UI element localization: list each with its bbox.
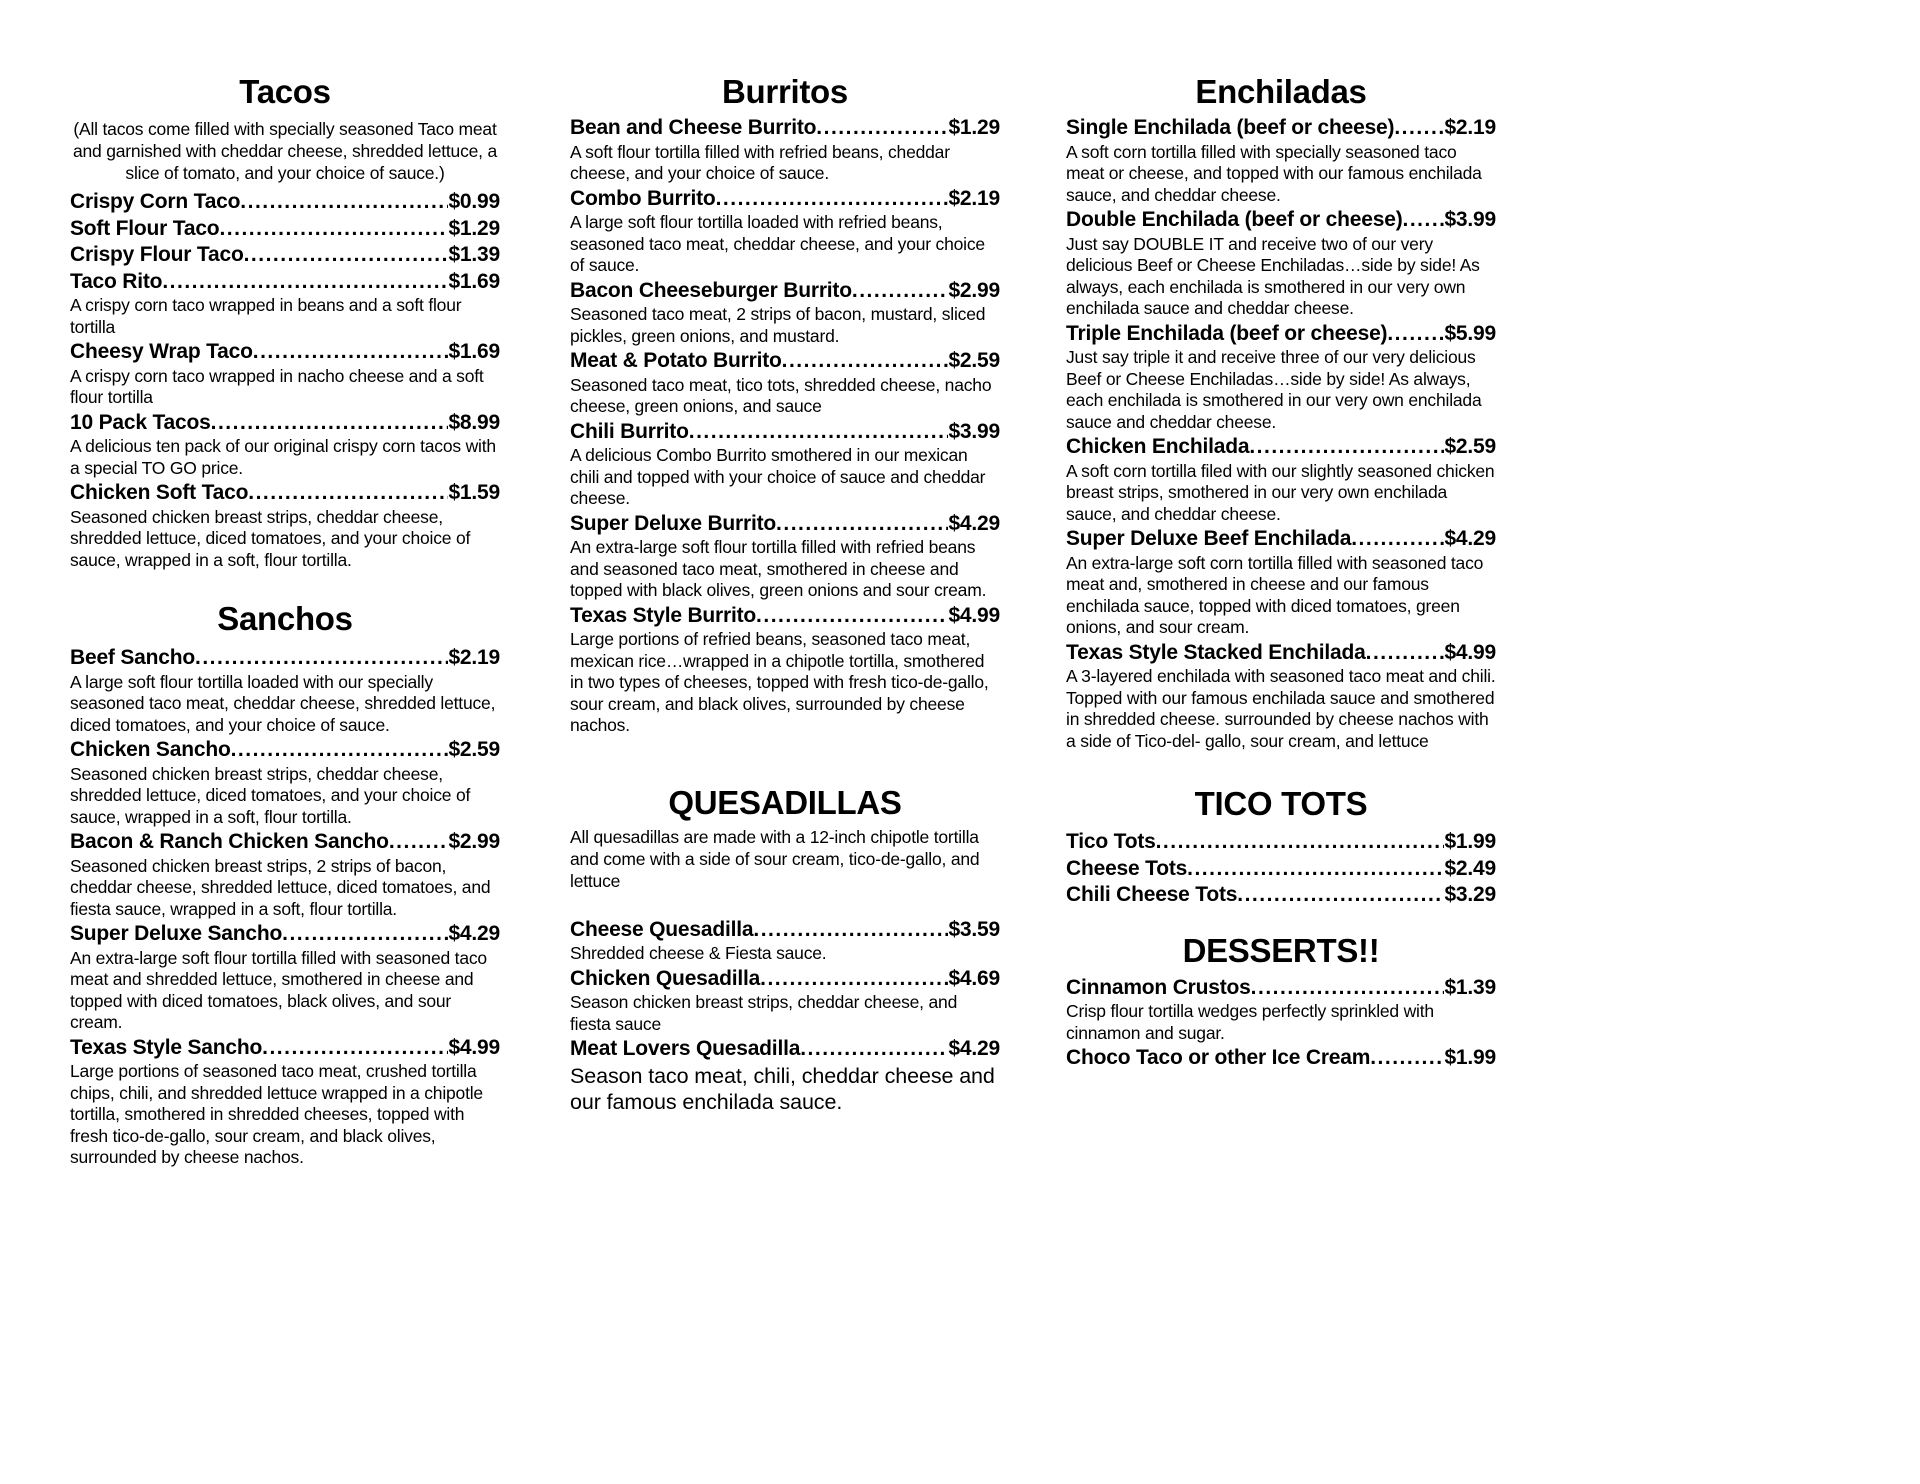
menu-item (70, 269, 500, 296)
item-description: An extra-large soft corn tortilla filled with seasoned taco meat and, smothered in cheese and our famous enchilada sauce, topped with diced tomatoes, green onions, and sour cream. (1066, 552, 1484, 637)
item-name: Chili Cheese Tots (1066, 883, 1238, 906)
menu-item (70, 189, 500, 216)
item-name: Triple Enchilada (beef or cheese) (1066, 321, 1388, 345)
menu-item (70, 216, 500, 243)
dot-leader (852, 278, 949, 305)
item-description: Season chicken breast strips, cheddar cheese, and fiesta sauce (570, 992, 958, 1034)
item-name: Crispy Flour Taco (70, 243, 244, 266)
menu-item (570, 348, 1000, 375)
item-price: $4.29 (948, 1037, 1000, 1060)
dot-leader (244, 242, 449, 269)
section-tacos (70, 72, 500, 571)
item-price: $1.39 (448, 243, 500, 266)
item-price: $3.99 (1444, 208, 1496, 231)
item-name: Double Enchilada (beef or cheese) (1066, 208, 1403, 231)
item-name: Chicken Enchilada (1066, 435, 1250, 458)
item-price: $1.69 (448, 340, 500, 363)
menu-item (70, 410, 500, 437)
dot-leader (162, 269, 448, 296)
item-description: A delicious Combo Burrito smothered in our mexican chili and topped with your choice of sauce and cheddar cheese. (570, 445, 986, 508)
item-name: 10 Pack Tacos (70, 410, 211, 434)
menu-item (70, 242, 500, 269)
item-description: Seasoned chicken breast strips, 2 strips of bacon, cheddar cheese, shredded lettuce, diced tomatoes, and fiesta sauce, wrapped in a soft, flour tortilla. (70, 855, 491, 919)
item-price: $1.99 (1444, 830, 1496, 853)
item-description: A soft corn tortilla filed with our slightly seasoned chicken breast strips, smothered in our very own enchilada sauce, and cheddar cheese. (1066, 460, 1495, 524)
dot-leader (195, 645, 448, 672)
item-name: Combo Burrito (570, 186, 716, 210)
item-name: Bacon & Ranch Chicken Sancho (70, 830, 389, 853)
item-price: $1.39 (1444, 975, 1496, 999)
item-name: Meat Lovers Quesadilla (570, 1037, 801, 1060)
menu-item (1066, 882, 1496, 909)
menu-item (1066, 975, 1496, 1002)
item-name: Choco Taco or other Ice Cream (1066, 1046, 1371, 1069)
dot-leader (782, 348, 949, 375)
dot-leader (816, 115, 948, 142)
dot-leader (1249, 434, 1444, 461)
dot-leader (262, 1035, 448, 1062)
item-price: $4.69 (948, 966, 1000, 990)
menu-item (1066, 1045, 1496, 1072)
item-price: $2.59 (948, 349, 1000, 372)
menu-item (570, 917, 1000, 944)
item-description: A crispy corn taco wrapped in beans and a soft flour tortilla (70, 295, 462, 337)
menu-column-right (1066, 72, 1496, 1072)
menu-item (1066, 829, 1496, 856)
section-desserts (1066, 931, 1496, 1072)
item-name: Cheesy Wrap Taco (70, 340, 253, 363)
dot-leader (1366, 640, 1445, 667)
section-heading: Sanchos (217, 600, 353, 637)
item-name: Super Deluxe Burrito (570, 511, 777, 535)
section-heading: QUESADILLAS (668, 783, 902, 821)
menu-item (570, 511, 1000, 538)
item-description: Seasoned chicken breast strips, cheddar cheese, shredded lettuce, diced tomatoes, and your choice of sauce, wrapped in a soft, flour tortilla. (70, 506, 471, 570)
item-price: $4.29 (448, 922, 500, 945)
dot-leader (1370, 1045, 1444, 1072)
item-name: Bacon Cheeseburger Burrito (570, 278, 852, 302)
item-price: $2.99 (948, 278, 1000, 302)
item-description: An extra-large soft flour tortilla filled with seasoned taco meat and shredded lettuce, smothered in cheese and topped with diced tomatoes, black olives, and sour cream. (70, 947, 487, 1032)
dot-leader (776, 511, 948, 538)
item-price: $3.99 (948, 419, 1000, 443)
item-price: $1.59 (448, 481, 500, 504)
item-price: $4.99 (1444, 640, 1496, 664)
section-heading: DESSERTS!! (1182, 931, 1380, 969)
menu-column-left (70, 72, 500, 1170)
item-name: Single Enchilada (beef or cheese) (1066, 116, 1395, 139)
section-heading: TICO TOTS (1194, 785, 1368, 822)
item-description: Seasoned taco meat, 2 strips of bacon, mustard, sliced pickles, green onions, and mustard. (570, 304, 986, 346)
item-price: $5.99 (1444, 321, 1496, 345)
dot-leader (253, 339, 449, 366)
dot-leader (716, 186, 949, 213)
menu-item (1066, 856, 1496, 883)
item-price: $4.99 (948, 603, 1000, 627)
item-price: $1.29 (948, 116, 1000, 139)
menu-item (1066, 434, 1496, 461)
menu-item (70, 921, 500, 948)
item-price: $3.29 (1444, 883, 1496, 906)
section-heading: Burritos (722, 73, 848, 110)
item-name: Cheese Tots (1066, 856, 1188, 880)
dot-leader (800, 1036, 948, 1063)
dot-leader (1387, 321, 1444, 348)
item-name: Bean and Cheese Burrito (570, 116, 817, 139)
section-enchiladas (1066, 72, 1496, 752)
item-description: Large portions of refried beans, seasoned taco meat, mexican rice…wrapped in a chipotle tortilla, smothered in two types of cheeses, topped with fresh tico-de-gallo, sour cream, and black olives, surrounded by cheese nachos. (570, 629, 989, 735)
item-price: $1.69 (448, 269, 500, 293)
menu-item (70, 829, 500, 856)
dot-leader (1187, 856, 1444, 883)
item-name: Chicken Soft Taco (70, 481, 249, 504)
menu-item (570, 278, 1000, 305)
item-name: Crispy Corn Taco (70, 190, 241, 213)
menu-item (70, 1035, 500, 1062)
dot-leader (760, 966, 948, 993)
dot-leader (1403, 207, 1445, 234)
item-name: Meat & Potato Burrito (570, 349, 782, 372)
section-heading: Enchiladas (1195, 73, 1367, 110)
menu-item (1066, 115, 1496, 142)
dot-leader (1351, 526, 1444, 553)
item-name: Soft Flour Taco (70, 216, 220, 240)
menu-item (1066, 640, 1496, 667)
item-description: Just say triple it and receive three of our very delicious Beef or Cheese Enchiladas…side by side! As always, each enchilada is smothered in our very own enchilada sauce and cheddar cheese. (1066, 347, 1482, 432)
item-price: $4.29 (1444, 527, 1496, 550)
section-quesadillas (570, 783, 1000, 1115)
item-description: A crispy corn taco wrapped in nacho cheese and a soft flour tortilla (70, 365, 484, 407)
item-description: Seasoned chicken breast strips, cheddar cheese, shredded lettuce, diced tomatoes, and your choice of sauce, wrapped in a soft, flour tortilla. (70, 763, 471, 827)
item-price: $3.59 (948, 917, 1000, 941)
item-price: $2.19 (948, 186, 1000, 210)
item-price: $1.29 (448, 216, 500, 240)
item-price: $2.99 (448, 830, 500, 853)
item-name: Cinnamon Crustos (1066, 975, 1251, 999)
item-description: Seasoned taco meat, tico tots, shredded cheese, nacho cheese, green onions, and sauce (570, 374, 992, 416)
item-name: Tico Tots (1066, 830, 1156, 853)
section-sanchos (70, 599, 500, 1169)
menu-item (1066, 321, 1496, 348)
menu-item (70, 737, 500, 764)
section-note: All quesadillas are made with a 12-inch chipotle tortilla and come with a side of sour cream, tico-de-gallo, and lettuce (570, 826, 980, 891)
item-price: $0.99 (448, 190, 500, 213)
dot-leader (282, 921, 448, 948)
dot-leader (240, 189, 448, 216)
item-description: A soft corn tortilla filled with specially seasoned taco meat or cheese, and topped with our famous enchilada sauce, and cheddar cheese. (1066, 141, 1482, 205)
menu-item (70, 339, 500, 366)
menu-item (570, 603, 1000, 630)
menu-item (570, 1036, 1000, 1063)
item-price: $2.59 (448, 738, 500, 761)
item-price: $2.49 (1444, 856, 1496, 880)
item-name: Texas Style Burrito (570, 603, 757, 627)
dot-leader (389, 829, 449, 856)
item-description: A soft flour tortilla filled with refried beans, cheddar cheese, and your choice of sauce. (570, 141, 950, 183)
item-name: Cheese Quesadilla (570, 917, 754, 941)
item-price: $2.19 (448, 646, 500, 669)
menu-item (570, 419, 1000, 446)
menu-item (570, 966, 1000, 993)
item-description: Crisp flour tortilla wedges perfectly sprinkled with cinnamon and sugar. (1066, 1001, 1434, 1043)
dot-leader (248, 480, 448, 507)
menu-item (1066, 207, 1496, 234)
item-price: $4.99 (448, 1035, 500, 1059)
section-heading: Tacos (239, 73, 331, 110)
item-description: A large soft flour tortilla loaded with refried beans, seasoned taco meat, cheddar cheese, and your choice of sauce. (570, 212, 985, 275)
menu-item (1066, 526, 1496, 553)
item-name: Texas Style Stacked Enchilada (1066, 640, 1366, 664)
dot-leader (1237, 882, 1444, 909)
item-description: A 3-layered enchilada with seasoned taco meat and chili. Topped with our famous enchilada sauce and smothered in shredded cheese. surrounded by cheese nachos with a side of Tico-del- gallo, sour cream, and lettuce (1066, 666, 1496, 751)
item-name: Chicken Quesadilla (570, 966, 761, 990)
item-name: Chili Burrito (570, 419, 689, 443)
item-name: Super Deluxe Sancho (70, 922, 283, 945)
item-description: A large soft flour tortilla loaded with our specially seasoned taco meat, cheddar cheese, shredded lettuce, diced tomatoes, and your choice of sauce. (70, 671, 496, 735)
dot-leader (1156, 829, 1445, 856)
dot-leader (756, 603, 948, 630)
menu-item (70, 480, 500, 507)
item-price: $8.99 (448, 410, 500, 434)
menu-item (570, 115, 1000, 142)
menu-column-center (570, 72, 1000, 1116)
section-tico-tots (1066, 784, 1496, 909)
item-name: Beef Sancho (70, 646, 195, 669)
dot-leader (231, 737, 449, 764)
dot-leader (211, 410, 449, 437)
item-description: Season taco meat, chili, cheddar cheese and our famous enchilada sauce. (570, 1063, 995, 1114)
dot-leader (753, 917, 948, 944)
item-description: Just say DOUBLE IT and receive two of our very delicious Beef or Cheese Enchiladas…side by side! As always, each enchilada is smothered in our very own enchilada sauce and cheddar cheese. (1066, 233, 1480, 318)
item-description: Large portions of seasoned taco meat, crushed tortilla chips, chili, and shredded lettuce wrapped in a chipotle tortilla, smothered in shredded cheeses, topped with fresh tico-de-gallo, sour cream, and black olives, surrounded by cheese nachos. (70, 1061, 483, 1167)
menu-item (70, 645, 500, 672)
item-name: Chicken Sancho (70, 738, 231, 761)
item-name: Texas Style Sancho (70, 1035, 263, 1059)
section-note: (All tacos come filled with specially seasoned Taco meat and garnished with cheddar cheese, shredded lettuce, a slice of tomato, and your choice of sauce.) (72, 119, 498, 183)
menu-item (570, 186, 1000, 213)
item-price: $1.99 (1444, 1046, 1496, 1069)
dot-leader (1394, 115, 1444, 142)
dot-leader (219, 216, 448, 243)
item-description: A delicious ten pack of our original crispy corn tacos with a special TO GO price. (70, 436, 496, 478)
item-description: Shredded cheese & Fiesta sauce. (570, 943, 827, 963)
dot-leader (1251, 975, 1445, 1002)
item-name: Super Deluxe Beef Enchilada (1066, 527, 1352, 550)
item-price: $2.19 (1444, 116, 1496, 139)
item-price: $4.29 (948, 511, 1000, 535)
item-price: $2.59 (1444, 435, 1496, 458)
item-description: An extra-large soft flour tortilla filled with refried beans and seasoned taco meat, smothered in cheese and topped with black olives, green onions and sour cream. (570, 537, 987, 600)
section-burritos (570, 72, 1000, 737)
dot-leader (689, 419, 949, 446)
item-name: Taco Rito (70, 269, 163, 293)
